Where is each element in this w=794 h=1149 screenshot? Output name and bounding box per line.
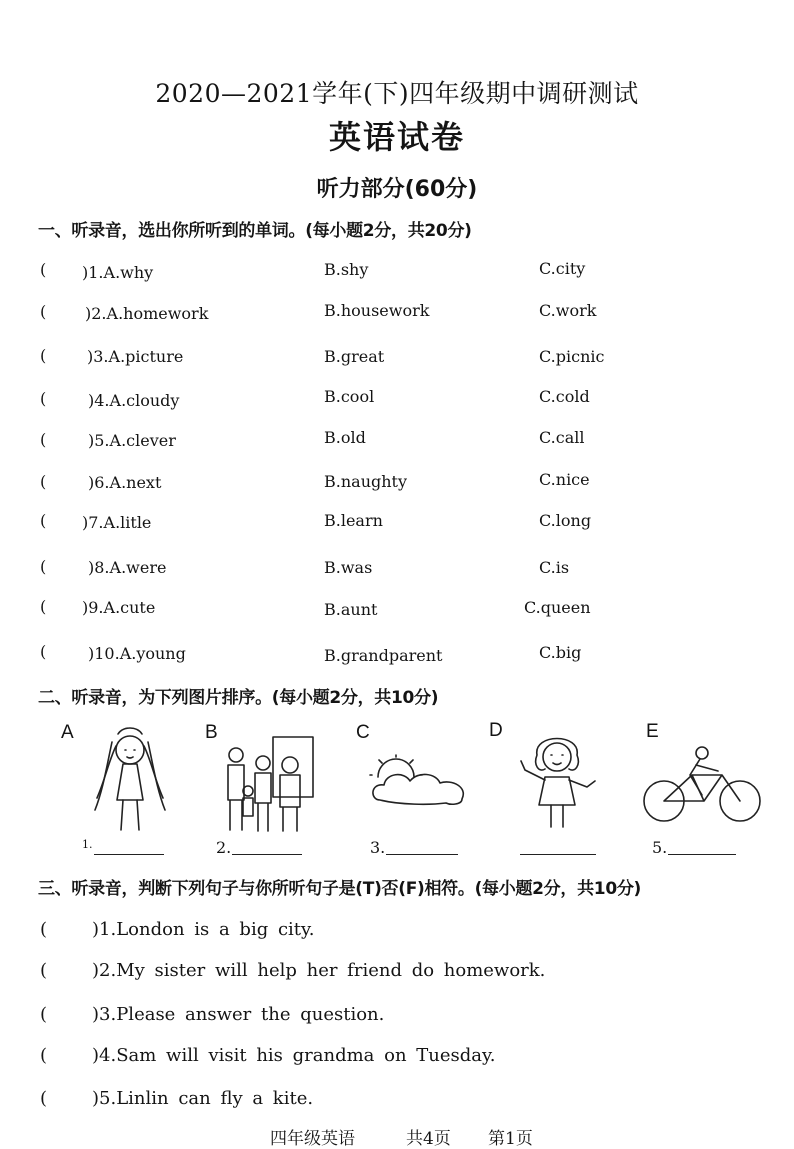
section2-heading: 二、听录音，为下列图片排序。(每小题2分，共10分) <box>38 688 439 708</box>
option-b: B.naughty <box>324 472 408 491</box>
statement-text: )5.Linlin can fly a kite. <box>92 1088 314 1109</box>
exam-subject-title: 英语试卷 <box>328 118 465 156</box>
answer-paren[interactable]: ( <box>40 430 47 449</box>
statement-text: )3.Please answer the question. <box>92 1004 385 1025</box>
blank-number: 5. <box>652 838 668 857</box>
family-group-icon <box>218 735 318 835</box>
option-c: C.call <box>539 428 585 447</box>
section3-heading: 三、听录音，判断下列句子与你所听句子是(T)否(F)相符。(每小题2分，共10分) <box>38 879 642 899</box>
picture-letter-d: D <box>489 720 503 741</box>
option-a: )4.A.cloudy <box>88 391 180 410</box>
answer-blank[interactable] <box>94 840 164 855</box>
answer-paren[interactable]: ( <box>40 389 47 408</box>
option-c: C.queen <box>524 598 591 617</box>
answer-paren[interactable]: ( <box>40 960 48 981</box>
option-c: C.big <box>539 643 582 662</box>
blank-number: 3. <box>370 838 386 857</box>
option-b: B.learn <box>324 511 383 530</box>
answer-blank[interactable] <box>232 840 302 855</box>
blank-number: 1. <box>82 838 93 851</box>
statement-text: )1.London is a big city. <box>92 919 315 940</box>
option-b: B.was <box>324 558 373 577</box>
option-a: )9.A.cute <box>82 598 156 617</box>
blank-number: 2. <box>216 838 232 857</box>
answer-blank[interactable] <box>668 840 736 855</box>
option-b: B.grandparent <box>324 646 443 665</box>
answer-paren[interactable]: ( <box>40 472 47 491</box>
picture-letter-c: C <box>356 722 370 743</box>
option-c: C.nice <box>539 470 590 489</box>
option-c: C.picnic <box>539 347 605 366</box>
option-a: )10.A.young <box>88 644 186 663</box>
option-b: B.cool <box>324 387 375 406</box>
option-a: )7.A.litle <box>82 513 152 532</box>
answer-paren[interactable]: ( <box>40 557 47 576</box>
long-hair-girl-icon <box>85 720 175 835</box>
option-c: C.city <box>539 259 586 278</box>
option-c: C.is <box>539 558 570 577</box>
picture-letter-b: B <box>205 722 218 743</box>
picture-letter-e: E <box>646 721 659 742</box>
answer-paren[interactable]: ( <box>40 642 47 661</box>
answer-paren[interactable]: ( <box>40 302 47 321</box>
option-b: B.great <box>324 347 385 366</box>
answer-paren[interactable]: ( <box>40 260 47 279</box>
option-b: B.old <box>324 428 366 447</box>
option-a: )1.A.why <box>82 263 154 282</box>
option-a: )5.A.clever <box>88 431 176 450</box>
option-b: B.housework <box>324 301 430 320</box>
section1-heading: 一、听录音，选出你所听到的单词。(每小题2分，共20分) <box>38 221 472 241</box>
answer-paren[interactable]: ( <box>40 1088 48 1109</box>
answer-paren[interactable]: ( <box>40 511 47 530</box>
listening-part-title: 听力部分(60分) <box>316 177 478 202</box>
answer-paren[interactable]: ( <box>40 346 47 365</box>
option-b: B.aunt <box>324 600 378 619</box>
option-a: )8.A.were <box>88 558 167 577</box>
waving-girl-icon <box>515 725 600 830</box>
option-c: C.cold <box>539 387 590 406</box>
option-c: C.work <box>539 301 597 320</box>
option-a: )2.A.homework <box>85 304 209 323</box>
answer-paren[interactable]: ( <box>40 597 47 616</box>
picture-letter-a: A <box>61 722 74 743</box>
answer-paren[interactable]: ( <box>40 1045 48 1066</box>
statement-text: )2.My sister will help her friend do homework. <box>92 960 546 981</box>
footer-total-pages: 共4页 <box>406 1129 451 1149</box>
option-b: B.shy <box>324 260 369 279</box>
cyclist-icon <box>642 745 762 825</box>
statement-text: )4.Sam will visit his grandma on Tuesday. <box>92 1045 496 1066</box>
exam-title-line: 2020—2021学年(下)四年级期中调研测试 <box>155 79 639 108</box>
answer-blank[interactable] <box>520 840 596 855</box>
footer-subject: 四年级英语 <box>270 1129 355 1149</box>
footer-page-number: 第1页 <box>488 1129 533 1149</box>
option-c: C.long <box>539 511 592 530</box>
option-a: )3.A.picture <box>87 347 184 366</box>
option-a: )6.A.next <box>88 473 162 492</box>
answer-blank[interactable] <box>386 840 458 855</box>
sun-cloud-icon <box>370 755 470 810</box>
answer-paren[interactable]: ( <box>40 1004 48 1025</box>
answer-paren[interactable]: ( <box>40 919 48 940</box>
